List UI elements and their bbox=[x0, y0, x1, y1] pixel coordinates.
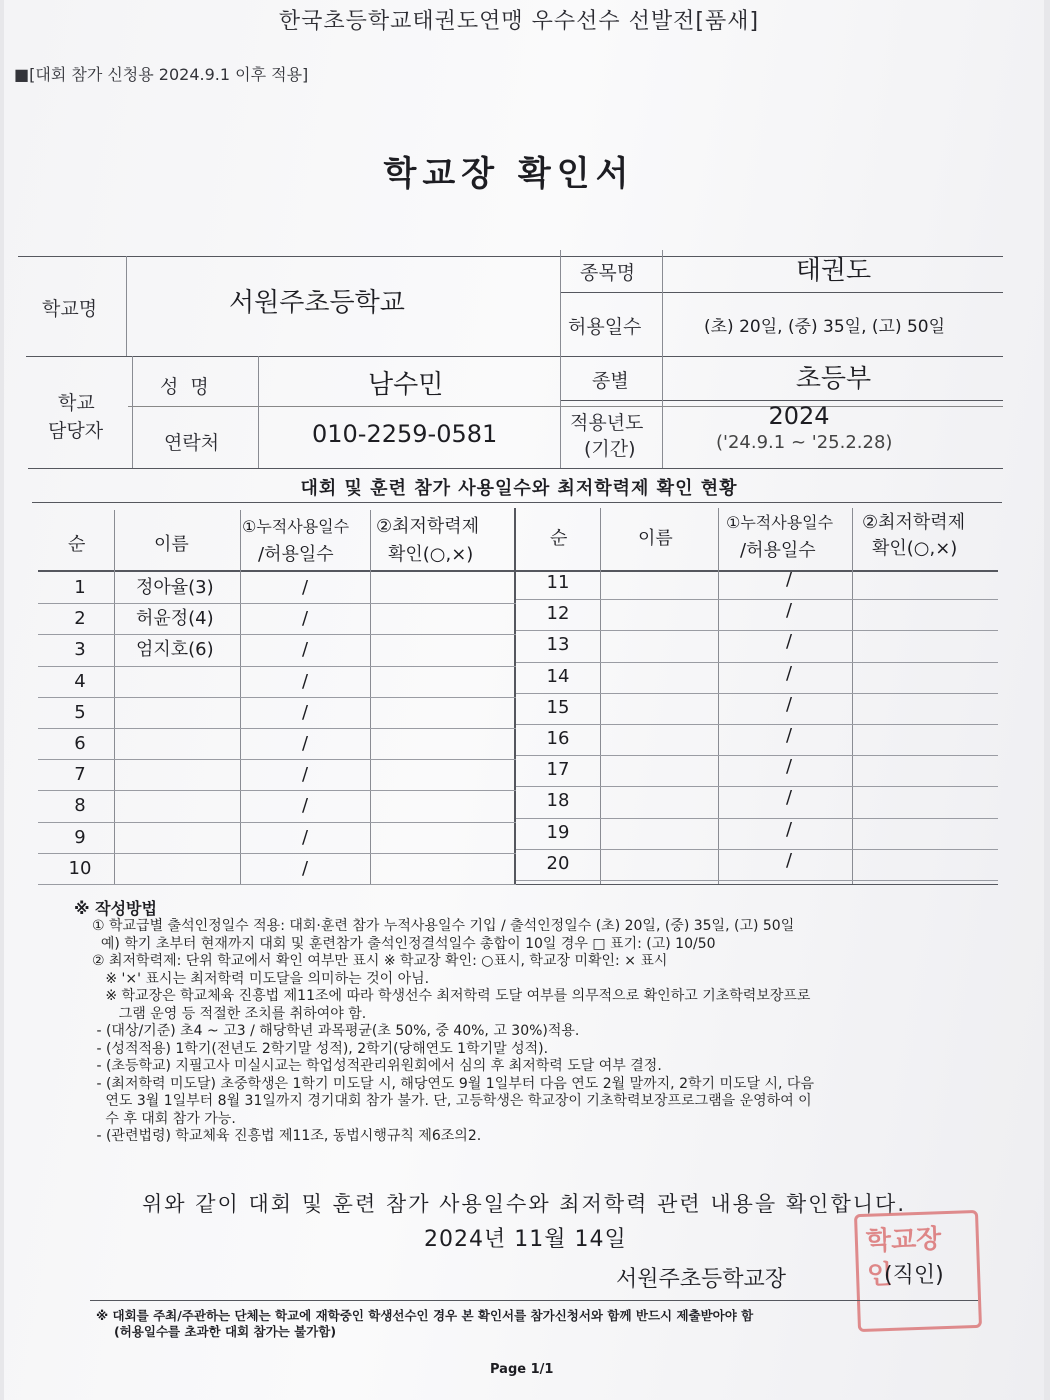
manager-label-line2: 담당자 bbox=[48, 420, 104, 442]
table-row-days-slash: / bbox=[786, 849, 793, 871]
note-line: ※ 학교장은 학교체육 진흥법 제11조에 따라 학생선수 최저학력 도달 여부를 의무적으로 확인하고 기초학력보장프로 bbox=[92, 988, 811, 1004]
table-row-days-slash: / bbox=[302, 826, 309, 848]
header-days-left-1: ①누적사용일수 bbox=[242, 517, 350, 536]
table-row-days-slash: / bbox=[302, 608, 309, 630]
table-row-no: 5 bbox=[74, 701, 86, 723]
manager-name-value: 남수민 bbox=[368, 370, 444, 400]
note-line: - (대상/기준) 초4 ~ 고3 / 해당학년 과목평균(초 50%, 중 40%, 고 30%)적용. bbox=[92, 1023, 580, 1039]
principal-name: 서원주초등학교장 bbox=[616, 1267, 787, 1292]
table-row-name: 엄지호(6) bbox=[136, 639, 214, 661]
year-value: 2024 bbox=[768, 402, 830, 430]
table-row-no: 16 bbox=[546, 728, 570, 749]
table-row-no: 11 bbox=[546, 572, 570, 593]
table-row-no: 4 bbox=[74, 670, 86, 692]
category-value: 초등부 bbox=[795, 364, 872, 394]
manager-label-line1: 학교 bbox=[58, 392, 95, 414]
allowed-days-value: (초) 20일, (중) 35일, (고) 50일 bbox=[704, 317, 946, 337]
table-row-no: 17 bbox=[546, 759, 570, 781]
table-row-no: 15 bbox=[546, 696, 570, 718]
table-row-days-slash: / bbox=[786, 662, 793, 684]
table-row-days-slash: / bbox=[786, 569, 793, 590]
table-row-days-slash: / bbox=[302, 577, 309, 598]
note-line: ※ '×' 표시는 최저학력 미도달을 의미하는 것이 아님. bbox=[92, 970, 430, 987]
header-grade-left-2: 확인(○,×) bbox=[388, 544, 474, 565]
table-row-days-slash: / bbox=[302, 670, 309, 692]
document-title: 학교장 확인서 bbox=[383, 154, 635, 194]
note-line: 그램 운영 등 적절한 조치를 취하여야 함. bbox=[92, 1005, 367, 1022]
notes-heading: ※ 작성방법 bbox=[74, 899, 157, 918]
name-label: 성 명 bbox=[160, 376, 209, 398]
event-value: 태권도 bbox=[795, 256, 872, 286]
table-row-name: 허윤정(4) bbox=[136, 608, 214, 630]
table-row-no: 3 bbox=[74, 639, 86, 661]
table-row-days-slash: / bbox=[302, 795, 309, 817]
header-no-right: 순 bbox=[550, 528, 568, 549]
header-days-right-2: /허용일수 bbox=[740, 540, 816, 561]
notes-body bbox=[92, 918, 814, 1146]
table-row-no: 14 bbox=[546, 665, 570, 687]
school-name-value: 서원주초등학교 bbox=[229, 288, 405, 318]
note-line: 연도 3월 1일부터 8월 31일까지 경기대회 참가 불가. 단, 고등학생은 학교장이 기초학력보장프로그램을 운영하여 이 bbox=[92, 1093, 812, 1109]
table-row-no: 12 bbox=[546, 603, 570, 625]
note-line: ① 학교급별 출석인정일수 적용: 대회·훈련 참가 누적사용일수 기입 / 출석인정일수 (초) 20일, (중) 35일, (고) 50일 bbox=[92, 918, 795, 934]
school-seal-stamp: 학교장 인 bbox=[854, 1210, 982, 1332]
school-name-label: 학교명 bbox=[42, 298, 98, 320]
event-label: 종목명 bbox=[580, 262, 636, 284]
header-grade-right-1: ②최저학력제 bbox=[862, 512, 966, 533]
header-days-left-2: /허용일수 bbox=[258, 544, 334, 565]
category-label: 종별 bbox=[592, 370, 629, 392]
note-line: 예) 학기 초부터 현재까지 대회 및 훈련참가 출석인정결석일수 총합이 10일 경우 □ 표기: (고) 10/50 bbox=[92, 935, 716, 952]
confirmation-statement: 위와 같이 대회 및 훈련 참가 사용일수와 최저학력 관련 내용을 확인합니다. bbox=[141, 1192, 906, 1216]
note-line: 수 후 대회 참가 가능. bbox=[92, 1110, 236, 1127]
table-row-days-slash: / bbox=[302, 764, 309, 786]
seal-label: (직인) bbox=[884, 1263, 944, 1288]
header-grade-left-1: ②최저학력제 bbox=[376, 516, 480, 537]
table-row-days-slash: / bbox=[302, 701, 309, 723]
table-row-days-slash: / bbox=[786, 818, 793, 840]
table-row-days-slash: / bbox=[786, 725, 793, 746]
table-row-days-slash: / bbox=[786, 693, 793, 715]
table-row-no: 7 bbox=[74, 764, 86, 786]
table-row-no: 1 bbox=[74, 577, 86, 598]
table-row-no: 13 bbox=[546, 634, 570, 656]
contact-label: 연락처 bbox=[164, 432, 220, 454]
table-row-no: 2 bbox=[74, 608, 86, 630]
table-row-no: 6 bbox=[74, 733, 86, 754]
table-row-no: 8 bbox=[74, 795, 86, 817]
year-label-line1: 적용년도 bbox=[570, 412, 644, 434]
header-grade-right-2: 확인(○,×) bbox=[872, 538, 958, 559]
table-row-days-slash: / bbox=[302, 733, 309, 754]
application-tag: ■[대회 참가 신청용 2024.9.1 이후 적용] bbox=[14, 65, 309, 84]
note-line: ② 최저학력제: 단위 학교에서 확인 여부만 표시 ※ 학교장 확인: ○표시, 학교장 미확인: × 표시 bbox=[92, 953, 668, 969]
table-row-no: 9 bbox=[74, 826, 86, 848]
year-label-line2: (기간) bbox=[584, 438, 636, 460]
table-row-no: 10 bbox=[68, 857, 92, 879]
note-line: - (성적적용) 1학기(전년도 2학기말 성적), 2학기(당해연도 1학기말 성적). bbox=[92, 1040, 549, 1057]
table-row-no: 19 bbox=[546, 821, 570, 843]
footer-note-2: (허용일수를 초과한 대회 참가는 불가함) bbox=[114, 1324, 337, 1339]
table-row-days-slash: / bbox=[786, 787, 793, 809]
header-name-right: 이름 bbox=[638, 528, 673, 549]
header-days-right-1: ①누적사용일수 bbox=[726, 513, 834, 532]
year-period: ('24.9.1 ~ '25.2.28) bbox=[716, 432, 893, 453]
section-title: 대회 및 훈련 참가 사용일수와 최저학력제 확인 현황 bbox=[300, 478, 738, 499]
table-row-no: 20 bbox=[546, 852, 570, 874]
table-row-days-slash: / bbox=[786, 600, 793, 622]
document-page bbox=[4, 0, 1044, 1400]
confirmation-date: 2024년 11월 14일 bbox=[424, 1227, 627, 1252]
header-no-left: 순 bbox=[68, 534, 86, 555]
table-row-days-slash: / bbox=[302, 639, 309, 661]
competition-header: 한국초등학교태권도연맹 우수선수 선발전[품새] bbox=[278, 9, 760, 34]
note-line: - (관련법령) 학교체육 진흥법 제11조, 동법시행규칙 제6조의2. bbox=[92, 1128, 482, 1144]
allowed-days-label: 허용일수 bbox=[568, 316, 642, 338]
header-name-left: 이름 bbox=[154, 534, 189, 555]
page-number: Page 1/1 bbox=[490, 1362, 554, 1377]
table-row-no: 18 bbox=[546, 790, 570, 812]
contact-value: 010-2259-0581 bbox=[312, 420, 498, 448]
table-row-days-slash: / bbox=[786, 631, 793, 653]
table-row-days-slash: / bbox=[786, 756, 793, 778]
note-line: - (초등학교) 지필고사 미실시교는 학업성적관리위원회에서 심의 후 최저학력 도달 여부 결정. bbox=[92, 1058, 662, 1074]
footer-note-1: ※ 대회를 주최/주관하는 단체는 학교에 재학중인 학생선수인 경우 본 확인서를 참가신청서와 함께 반드시 제출받아야 함 bbox=[96, 1308, 754, 1323]
table-row-days-slash: / bbox=[302, 857, 309, 879]
table-row-name: 정아율(3) bbox=[136, 577, 214, 598]
note-line: - (최저학력 미도달) 초중학생은 1학기 미도달 시, 해당연도 9월 1일부터 다음 연도 2월 말까지, 2학기 미도달 시, 다음 bbox=[92, 1075, 814, 1092]
